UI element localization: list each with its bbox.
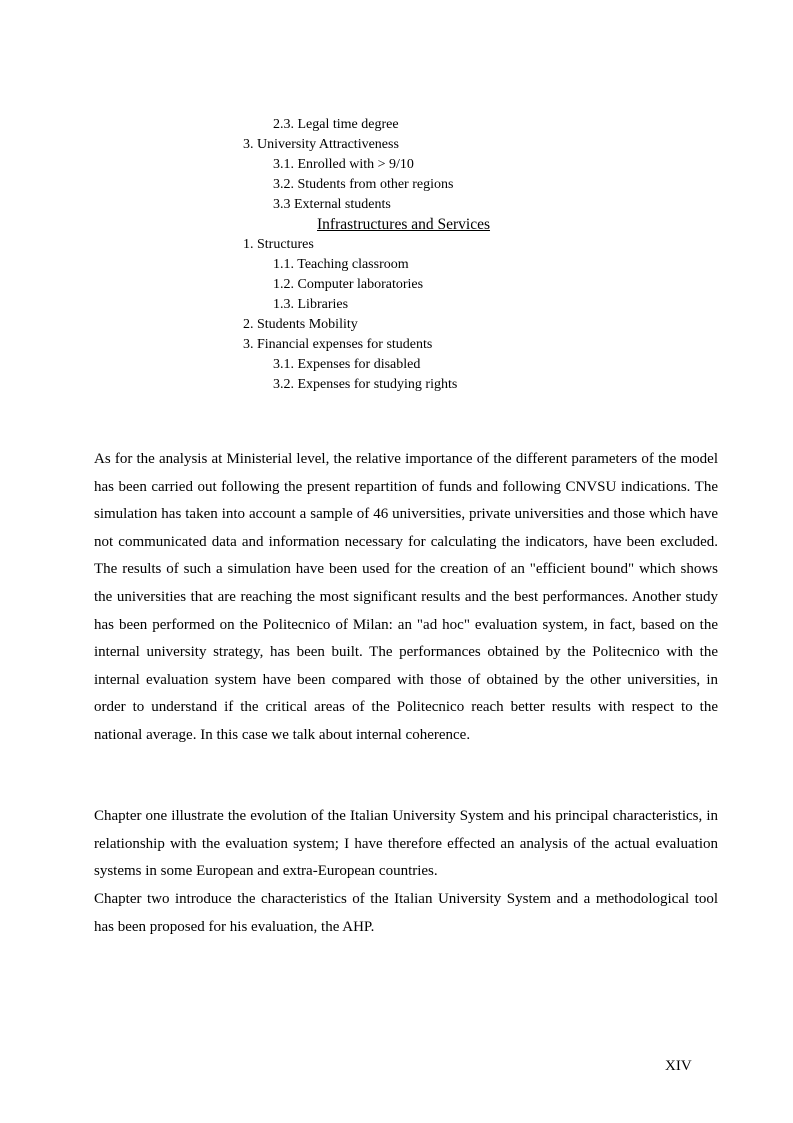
outline-item: 2. Students Mobility — [243, 317, 358, 332]
outline-item: 1.1. Teaching classroom — [273, 257, 409, 272]
outline-item: 3.1. Expenses for disabled — [273, 357, 421, 372]
outline-item: 3. Financial expenses for students — [243, 337, 433, 352]
section-heading: Infrastructures and Services — [317, 216, 491, 233]
body-paragraph-chapter-two: Chapter two introduce the characteristics of the Italian University System and a methodological tool has been proposed for his evaluation, the AHP. — [94, 891, 718, 935]
page-number: XIV — [665, 1058, 692, 1074]
outline-item: 3. University Attractiveness — [243, 137, 399, 152]
body-paragraph-ministerial: As for the analysis at Ministerial level, the relative importance of the different parameters of the model has been carried out following the present repartition of funds and following CNVSU indications. The simulation has taken into account a sample of 46 universities, private universities and those which have not communicated data and information necessary for calculating the indicators, have been excluded. The results of such a simulation have been used for the creation of an "efficient bound" which shows the universities that are reaching the most significant results and the best performances. Another study has been performed on the Politecnico of Milan: an "ad hoc" evaluation system, in fact, based on the internal university strategy, has been built. The performances obtained by the Politecnico with the internal evaluation system have been compared with those of obtained by the other universities, in order to understand if the critical areas of the Politecnico reach better results with respect to the national average. In this case we talk about internal coherence. — [94, 451, 718, 743]
outline-item: 3.3 External students — [273, 197, 391, 212]
outline-item: 1. Structures — [243, 237, 314, 252]
outline-item: 3.1. Enrolled with > 9/10 — [273, 157, 414, 172]
outline-item: 3.2. Students from other regions — [273, 177, 454, 192]
outline-item: 1.3. Libraries — [273, 297, 349, 312]
outline-item: 3.2. Expenses for studying rights — [273, 377, 458, 392]
body-paragraph-chapter-one: Chapter one illustrate the evolution of the Italian University System and his principal characteristics, in relationship with the evaluation system; I have therefore effected an analysis of the actual evaluation systems in some European and extra-European countries. — [94, 808, 718, 880]
outline-item: 2.3. Legal time degree — [273, 117, 399, 132]
outline-item: 1.2. Computer laboratories — [273, 277, 424, 292]
